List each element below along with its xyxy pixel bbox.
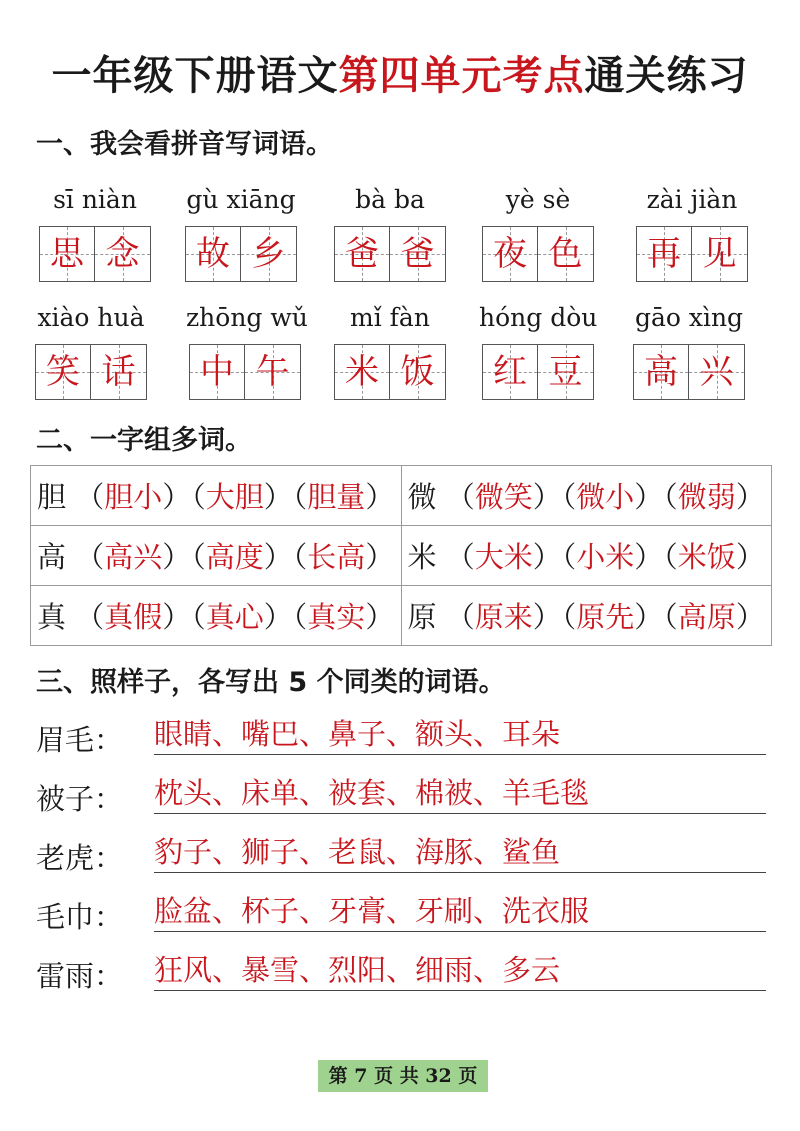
title-part-1: 一年级下册语文 [51, 53, 339, 99]
section-1-heading: 一、我会看拼音写词语。 [36, 129, 333, 160]
category-label: 眉毛： [36, 723, 124, 757]
table-cell: 米 （大米）（小米）（米饭） [401, 526, 772, 586]
pinyin-text: bà ba [355, 185, 425, 214]
category-row [36, 889, 766, 939]
category-answer-line: 豹子、狮子、老鼠、海豚、鲨鱼 [154, 832, 766, 873]
tianzige-cell: 爸 [334, 226, 390, 282]
category-row [36, 771, 766, 821]
table-cell: 真 （真假）（真心）（真实） [31, 586, 402, 646]
pinyin-text: yè sè [505, 185, 571, 214]
table-cell: 高 （高兴）（高度）（长高） [31, 526, 402, 586]
table-cell: 原 （原来）（原先）（高原） [401, 586, 772, 646]
category-answer-line: 眼睛、嘴巴、鼻子、额头、耳朵 [154, 714, 766, 755]
category-answer-line: 枕头、床单、被套、棉被、羊毛毯 [154, 773, 766, 814]
pinyin-item [331, 300, 449, 400]
tianzige-cell: 乡 [241, 226, 297, 282]
pinyin-item [36, 182, 154, 282]
page-number-badge: 第 7 页 共 32 页 [318, 1060, 488, 1092]
word-group-table [30, 465, 772, 646]
category-row [36, 830, 766, 880]
tianzige-cell: 思 [39, 226, 95, 282]
category-row [36, 948, 766, 998]
tianzige-cell: 见 [692, 226, 748, 282]
pinyin-item [182, 182, 300, 282]
pinyin-text: xiào huà [37, 303, 145, 332]
pinyin-item [479, 300, 597, 400]
table-row [31, 526, 772, 586]
tianzige-cell: 夜 [482, 226, 538, 282]
pinyin-item [331, 182, 449, 282]
tianzige-cell: 再 [636, 226, 692, 282]
tianzige-cell: 话 [91, 344, 147, 400]
tianzige-cell: 笑 [35, 344, 91, 400]
category-label: 雷雨： [36, 959, 124, 993]
pinyin-text: gāo xìng [634, 303, 744, 332]
pinyin-text: gù xiāng [186, 185, 296, 214]
pinyin-text: zhōng wǔ [186, 303, 308, 332]
category-label: 被子： [36, 782, 124, 816]
category-label: 毛巾： [36, 900, 124, 934]
table-row [31, 466, 772, 526]
tianzige-cell: 红 [482, 344, 538, 400]
pinyin-item [186, 300, 308, 400]
pinyin-item [633, 182, 751, 282]
table-row [31, 586, 772, 646]
tianzige-cell: 故 [185, 226, 241, 282]
page-title [0, 44, 800, 101]
category-row [36, 712, 766, 762]
category-label: 老虎： [36, 841, 124, 875]
section-3-heading: 三、照样子，各写出 5 个同类的词语。 [36, 667, 506, 698]
tianzige-cell: 豆 [538, 344, 594, 400]
pinyin-item [32, 300, 150, 400]
tianzige-cell: 中 [189, 344, 245, 400]
table-cell: 微 （微笑）（微小）（微弱） [401, 466, 772, 526]
category-answer-line: 狂风、暴雪、烈阳、细雨、多云 [154, 950, 766, 991]
tianzige-cell: 午 [245, 344, 301, 400]
pinyin-text: hóng dòu [479, 303, 598, 332]
title-part-2-highlight: 第四单元考点 [338, 53, 585, 99]
title-part-3: 通关练习 [584, 53, 749, 99]
tianzige-cell: 米 [334, 344, 390, 400]
tianzige-cell: 兴 [689, 344, 745, 400]
tianzige-cell: 色 [538, 226, 594, 282]
category-answer-line: 脸盆、杯子、牙膏、牙刷、洗衣服 [154, 891, 766, 932]
table-cell: 胆 （胆小）（大胆）（胆量） [31, 466, 402, 526]
pinyin-text: zài jiàn [646, 185, 738, 214]
section-2-heading: 二、一字组多词。 [36, 425, 252, 456]
pinyin-text: mǐ fàn [350, 303, 430, 332]
pinyin-item [630, 300, 748, 400]
tianzige-cell: 饭 [390, 344, 446, 400]
tianzige-cell: 高 [633, 344, 689, 400]
pinyin-text: sī niàn [53, 185, 137, 214]
tianzige-cell: 念 [95, 226, 151, 282]
pinyin-item [479, 182, 597, 282]
tianzige-cell: 爸 [390, 226, 446, 282]
